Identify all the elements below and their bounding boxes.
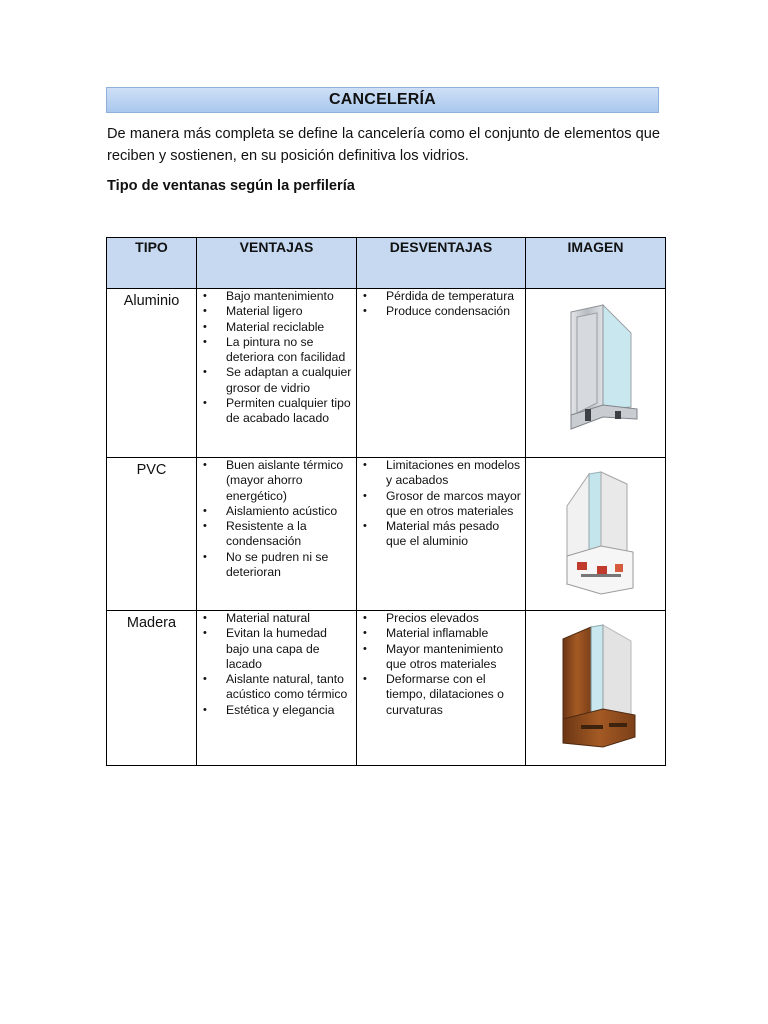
list-item: • Resistente a la condensación bbox=[197, 519, 356, 550]
header-imagen: IMAGEN bbox=[526, 238, 666, 289]
table-header-row bbox=[107, 238, 666, 289]
list-item: • La pintura no se deteriora con facilidad bbox=[197, 335, 356, 366]
document-title: CANCELERÍA bbox=[106, 87, 659, 113]
ventajas-aluminio bbox=[197, 289, 357, 458]
list-item: • Aislamiento acústico bbox=[197, 504, 356, 519]
imagen-aluminio bbox=[526, 289, 666, 458]
header-ventajas: VENTAJAS bbox=[197, 238, 357, 289]
desventajas-madera bbox=[357, 611, 526, 766]
list-item: • Mayor mantenimiento que otros materiales bbox=[357, 642, 525, 673]
list-item: • Limitaciones en modelos y acabados bbox=[357, 458, 525, 489]
list-item: • Material inflamable bbox=[357, 626, 525, 641]
list-item: • Precios elevados bbox=[357, 611, 525, 626]
table-row-aluminio bbox=[107, 289, 666, 458]
table-row-pvc bbox=[107, 458, 666, 611]
list-item: • Material más pesado que el aluminio bbox=[357, 519, 525, 550]
pvc-window-profile-icon bbox=[541, 466, 651, 598]
list-item: • Se adaptan a cualquier grosor de vidrio bbox=[197, 365, 356, 396]
list-item: • Buen aislante térmico (mayor ahorro energético) bbox=[197, 458, 356, 504]
tipo-pvc: PVC bbox=[107, 458, 197, 611]
list-item: • Grosor de marcos mayor que en otros materiales bbox=[357, 489, 525, 520]
ventajas-pvc bbox=[197, 458, 357, 611]
list-item: • Material ligero bbox=[197, 304, 356, 319]
ventajas-madera bbox=[197, 611, 357, 766]
tipo-madera: Madera bbox=[107, 611, 197, 766]
list-item: • Material reciclable bbox=[197, 320, 356, 335]
list-item: • No se pudren ni se deterioran bbox=[197, 550, 356, 581]
list-item: • Permiten cualquier tipo de acabado lacado bbox=[197, 396, 356, 427]
list-item: • Estética y elegancia bbox=[197, 703, 356, 718]
list-item: • Material natural bbox=[197, 611, 356, 626]
list-item: • Deformarse con el tiempo, dilataciones o curvaturas bbox=[357, 672, 525, 718]
desventajas-pvc bbox=[357, 458, 526, 611]
intro-paragraph: De manera más completa se define la cancelería como el conjunto de elementos que reciben y sostienen, en su posición definitiva los vidrios. bbox=[107, 126, 660, 164]
list-item: • Pérdida de temperatura bbox=[357, 289, 525, 304]
aluminum-window-profile-icon bbox=[541, 297, 651, 437]
list-item: • Aislante natural, tanto acústico como térmico bbox=[197, 672, 356, 703]
header-tipo: TIPO bbox=[107, 238, 197, 289]
list-item: • Evitan la humedad bajo una capa de lacado bbox=[197, 626, 356, 672]
section-subtitle: Tipo de ventanas según la perfilería bbox=[107, 178, 355, 194]
header-desventajas: DESVENTAJAS bbox=[357, 238, 526, 289]
desventajas-aluminio bbox=[357, 289, 526, 458]
imagen-pvc bbox=[526, 458, 666, 611]
wood-window-profile-icon bbox=[541, 619, 651, 753]
tipo-aluminio: Aluminio bbox=[107, 289, 197, 458]
list-item: • Produce condensación bbox=[357, 304, 525, 319]
window-types-table bbox=[106, 237, 666, 766]
imagen-madera bbox=[526, 611, 666, 766]
table-row-madera bbox=[107, 611, 666, 766]
list-item: • Bajo mantenimiento bbox=[197, 289, 356, 304]
